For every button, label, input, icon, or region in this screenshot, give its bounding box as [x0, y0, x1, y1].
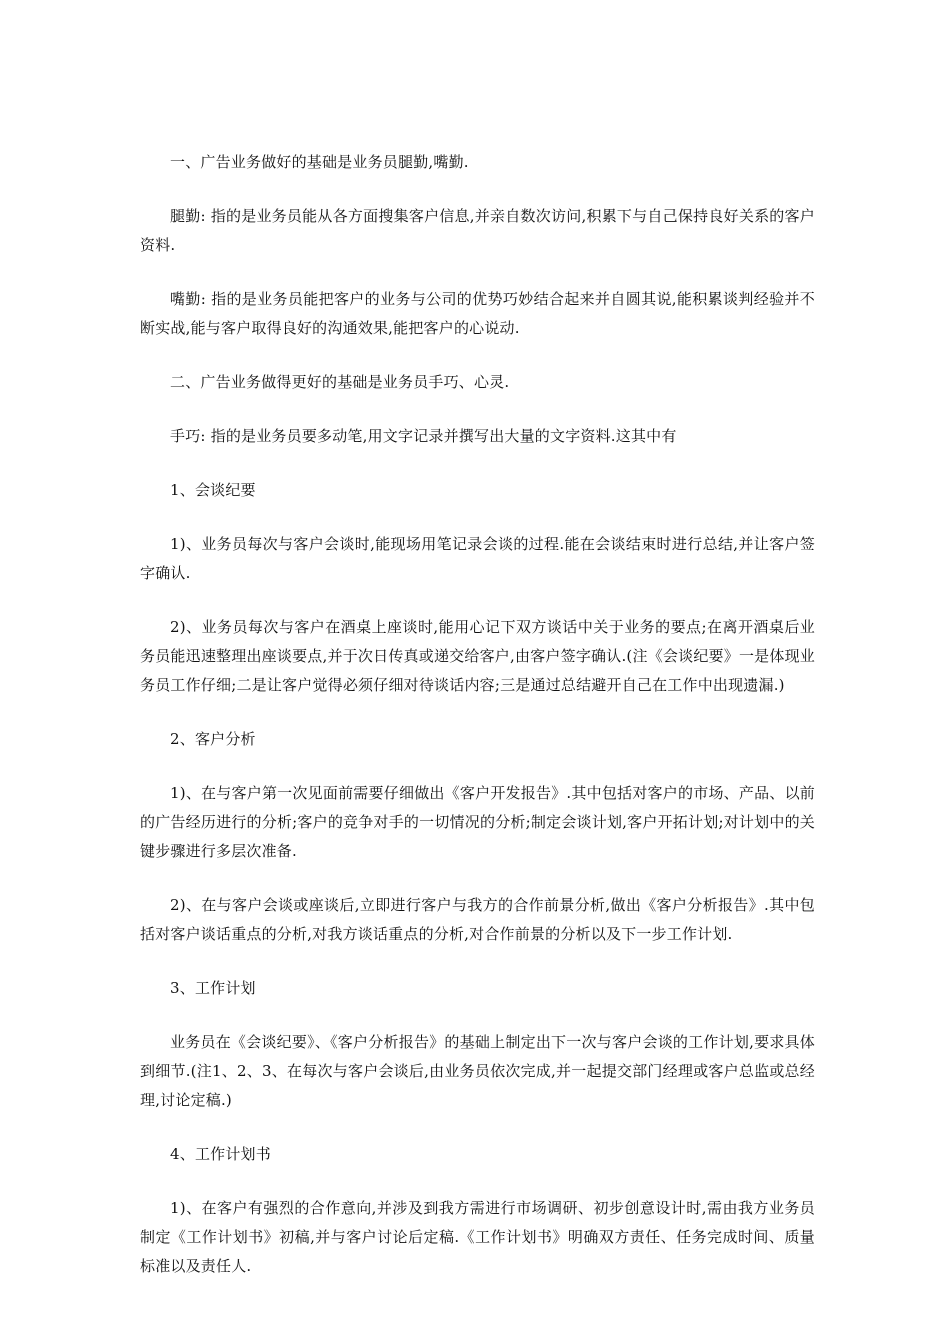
paragraph-handwork: 手巧: 指的是业务员要多动笔,用文字记录并撰写出大量的文字资料.这其中有: [170, 427, 677, 445]
paragraph-analysis-1: 1)、在与客户第一次见面前需要仔细做出《客户开发报告》.其中包括对客户的市场、产品、以前的广告经历进行的分析;客户的竞争对手的一切情况的分析;制定会谈计划,客户开拓计划;对计划中的关键步骤进行多层次准备.: [140, 784, 815, 860]
subheading-work-plan: 3、工作计划: [170, 979, 256, 997]
paragraph-legwork: 腿勤: 指的是业务员能从各方面搜集客户信息,并亲自数次访问,积累下与自己保持良好关系的客户资料.: [140, 207, 815, 254]
paragraph-minutes-1: 1)、业务员每次与客户会谈时,能现场用笔记录会谈的过程.能在会谈结束时进行总结,并让客户签字确认.: [140, 535, 815, 582]
paragraph-work-plan: 业务员在《会谈纪要》、《客户分析报告》的基础上制定出下一次与客户会谈的工作计划,要求具体到细节.(注1、2、3、在每次与客户会谈后,由业务员依次完成,并一起提交部门经理或客户总监或总经理,讨论定稿.): [140, 1033, 815, 1109]
subheading-work-plan-document: 4、工作计划书: [170, 1145, 271, 1163]
paragraph-work-plan-document-1: 1)、在客户有强烈的合作意向,并涉及到我方需进行市场调研、初步创意设计时,需由我方业务员制定《工作计划书》初稿,并与客户讨论后定稿.《工作计划书》明确双方责任、任务完成时间、质量标准以及责任人.: [140, 1199, 815, 1275]
section-heading-2: 二、广告业务做得更好的基础是业务员手巧、心灵.: [170, 373, 510, 391]
paragraph-analysis-2: 2)、在与客户会谈或座谈后,立即进行客户与我方的合作前景分析,做出《客户分析报告》.其中包括对客户谈话重点的分析,对我方谈话重点的分析,对合作前景的分析以及下一步工作计划.: [140, 896, 815, 943]
paragraph-minutes-2: 2)、业务员每次与客户在酒桌上座谈时,能用心记下双方谈话中关于业务的要点;在离开酒桌后业务员能迅速整理出座谈要点,并于次日传真或递交给客户,由客户签字确认.(注《会谈纪要》一是体现业务员工作仔细;二是让客户觉得必须仔细对待谈话内容;三是通过总结避开自己在工作中出现遗漏.): [140, 618, 815, 694]
paragraph-talk: 嘴勤: 指的是业务员能把客户的业务与公司的优势巧妙结合起来并自圆其说,能积累谈判经验并不断实战,能与客户取得良好的沟通效果,能把客户的心说动.: [140, 290, 815, 337]
subheading-client-analysis: 2、客户分析: [170, 730, 256, 748]
subheading-meeting-minutes: 1、会谈纪要: [170, 481, 256, 499]
document-body: [140, 148, 815, 1306]
section-heading-1: 一、广告业务做好的基础是业务员腿勤,嘴勤.: [170, 153, 469, 171]
